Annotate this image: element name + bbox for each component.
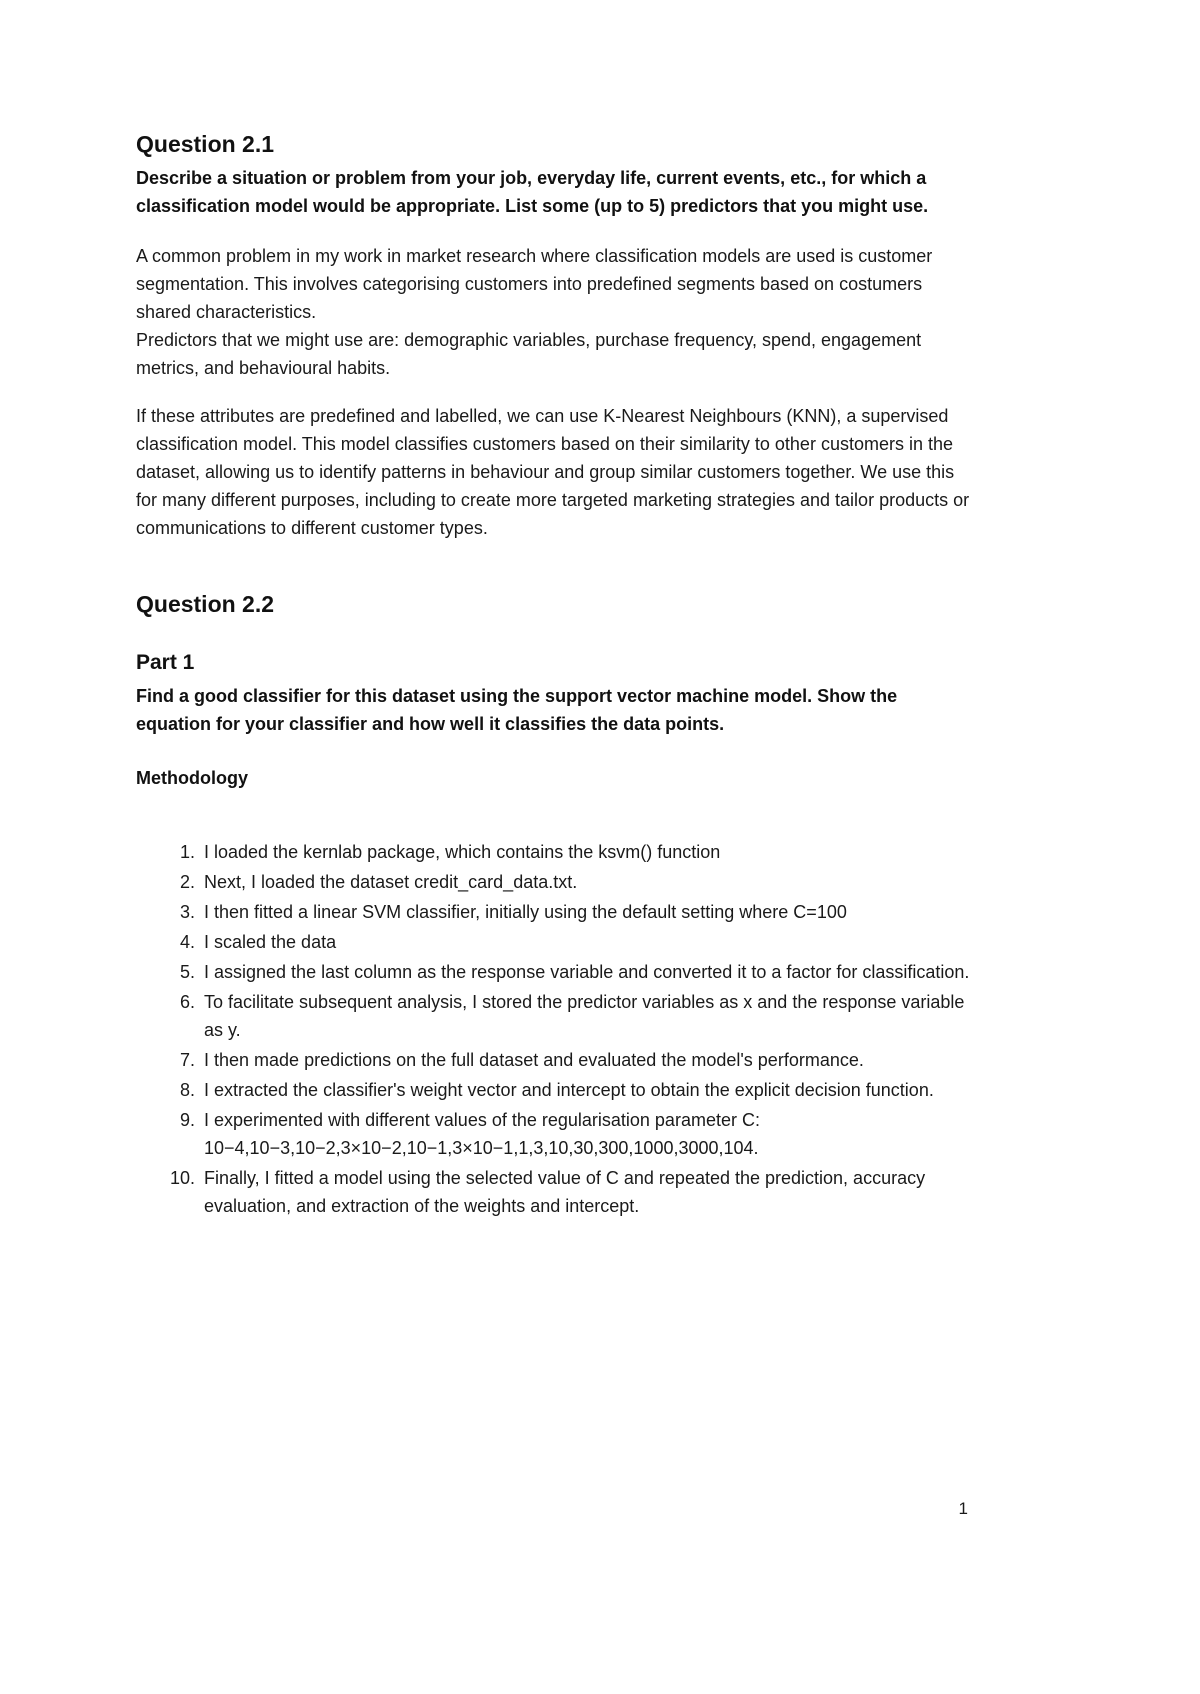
part-1-prompt: Find a good classifier for this dataset using the support vector machine model. Show the equation for your classifier and how well it classifies the data points. [136, 686, 898, 734]
question-2-1-heading: Question 2.1 [136, 131, 275, 157]
answer-paragraph-segmentation: A common problem in my work in market research where classification models are used is customer segmentation. This involves categorising customers into predefined segments based on costumers shared characteristics. [136, 246, 933, 322]
methodology-step-6: 6. To facilitate subsequent analysis, I stored the predictor variables as x and the response variable as y. [200, 988, 975, 1044]
methodology-step-8: 8. I extracted the classifier's weight vector and intercept to obtain the explicit decision function. [200, 1076, 975, 1104]
methodology-heading: Methodology [136, 768, 248, 788]
answer-paragraph-predictors: Predictors that we might use are: demographic variables, purchase frequency, spend, engagement metrics, and behavioural habits. [136, 330, 922, 378]
question-2-1-prompt: Describe a situation or problem from your job, everyday life, current events, etc., for which a classification model would be appropriate. List some (up to 5) predictors that you might use. [136, 168, 929, 216]
methodology-step-2: 2. Next, I loaded the dataset credit_card_data.txt. [200, 868, 975, 896]
methodology-step-9: 9. I experimented with different values of the regularisation parameter C: 10−4,10−3,10−2,3×10−2,10−1,3×10−1,1,3,10,30,300,1000,3000,104. [200, 1106, 975, 1162]
methodology-step-4: 4. I scaled the data [200, 928, 975, 956]
methodology-list [136, 838, 975, 1220]
methodology-step-10: 10. Finally, I fitted a model using the selected value of C and repeated the prediction, accuracy evaluation, and extraction of the weights and intercept. [200, 1164, 975, 1220]
methodology-step-3: 3. I then fitted a linear SVM classifier, initially using the default setting where C=100 [200, 898, 975, 926]
methodology-step-7: 7. I then made predictions on the full dataset and evaluated the model's performance. [200, 1046, 975, 1074]
question-2-2-heading: Question 2.2 [136, 591, 275, 617]
methodology-step-5: 5. I assigned the last column as the response variable and converted it to a factor for classification. [200, 958, 975, 986]
part-1-heading: Part 1 [136, 651, 195, 674]
answer-paragraph-knn: If these attributes are predefined and labelled, we can use K-Nearest Neighbours (KNN), a supervised classification model. This model classifies customers based on their similarity to other customers in the dataset, allowing us to identify patterns in behaviour and group similar customers together. We use this for many different purposes, including to create more targeted marketing strategies and tailor products or communications to different customer types. [136, 406, 970, 538]
page-number: 1 [958, 1499, 968, 1518]
methodology-step-1: 1. I loaded the kernlab package, which contains the ksvm() function [200, 838, 975, 866]
